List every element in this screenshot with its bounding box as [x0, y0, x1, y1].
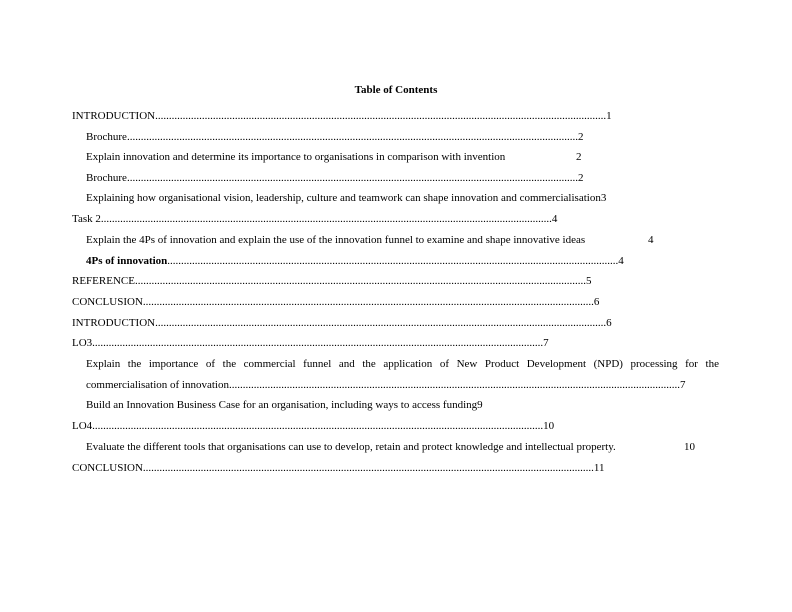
toc-entry-page: 1 [606, 110, 612, 122]
toc-entry-page: 4 [551, 213, 558, 225]
toc-entry[interactable] [86, 130, 584, 144]
toc-leader-dots: .................................................................................................................................................................... [167, 255, 619, 267]
toc-leader-dots: .................................................................................................................................................................... [92, 337, 544, 349]
toc-entry[interactable] [86, 191, 606, 205]
toc-entry-page: 4 [618, 255, 624, 267]
toc-entry[interactable] [86, 150, 505, 164]
toc-entry[interactable] [72, 461, 605, 475]
toc-entry[interactable] [72, 295, 600, 309]
toc-entry-text: LO3 [72, 337, 93, 349]
toc-entry-page: 6 [606, 317, 612, 329]
toc-entry[interactable] [72, 109, 612, 123]
toc-entry-text: CONCLUSION [72, 296, 143, 308]
toc-entry-text: INTRODUCTION [72, 110, 156, 122]
toc-entry-page: 2 [577, 172, 584, 184]
toc-entry-text: Explaining how organisational vision, leadership, culture and teamwork can shape innovation and commercialisation [86, 192, 601, 204]
toc-entry[interactable] [72, 419, 555, 433]
toc-entry-page: 10 [543, 420, 555, 432]
toc-entry-text: Explain innovation and determine its importance to organisations in comparison with invention [86, 151, 506, 163]
toc-entry-page: 10 [684, 441, 695, 453]
toc-entry-text: Build an Innovation Business Case for an organisation, including ways to access funding [86, 399, 478, 411]
toc-entry-text: Brochure [86, 172, 127, 184]
toc-leader-dots: .................................................................................................................................................................... [100, 213, 552, 225]
toc-entry-text: commercialisation of innovation [86, 379, 229, 391]
toc-entry-text: INTRODUCTION [72, 317, 156, 329]
toc-entry-text: REFERENCE [72, 275, 135, 287]
toc-entry-text: 4Ps of innovation [86, 255, 168, 267]
toc-entry[interactable] [86, 233, 585, 247]
toc-leader-dots: .................................................................................................................................................................... [142, 462, 594, 474]
toc-entry-page: 3 [600, 192, 607, 204]
toc-entry-page: 5 [585, 275, 592, 287]
toc-leader-dots: .................................................................................................................................................................... [126, 172, 578, 184]
toc-leader-dots: .................................................................................................................................................................... [142, 296, 594, 308]
toc-entry[interactable] [86, 254, 624, 268]
toc-entry[interactable] [72, 212, 558, 226]
toc-entry[interactable] [72, 274, 592, 288]
toc-entry[interactable] [86, 440, 616, 454]
toc-leader-dots: .................................................................................................................................................................... [155, 317, 607, 329]
toc-entry-page: 2 [576, 151, 582, 163]
toc-entry-page: 6 [593, 296, 600, 308]
toc-title: Table of Contents [354, 84, 438, 96]
toc-entry-page: 9 [477, 399, 483, 411]
toc-entry-text: Explain the importance of the commercial funnel and the application of New Product Development (NPD) processing for the [86, 358, 719, 370]
toc-entry[interactable] [86, 398, 483, 412]
toc-entry-page: 11 [593, 462, 605, 474]
toc-leader-dots: .................................................................................................................................................................... [155, 110, 607, 122]
toc-leader-dots: .................................................................................................................................................................... [126, 131, 578, 143]
toc-entry[interactable] [86, 357, 719, 371]
toc-entry[interactable] [72, 336, 549, 350]
toc-entry-text: Evaluate the different tools that organisations can use to develop, retain and protect knowledge and intellectual property. [86, 441, 616, 453]
toc-entry-page: 4 [648, 234, 654, 246]
toc-entry[interactable] [86, 171, 584, 185]
toc-entry-text: Explain the 4Ps of innovation and explain the use of the innovation funnel to examine and shape innovative ideas [86, 234, 586, 246]
toc-entry-text: Task 2 [72, 213, 101, 225]
toc-entry-page: 7 [679, 379, 686, 391]
toc-leader-dots: .................................................................................................................................................................... [134, 275, 586, 287]
toc-entry[interactable] [72, 316, 612, 330]
toc-entry-text: CONCLUSION [72, 462, 143, 474]
toc-entry-page: 2 [577, 131, 584, 143]
toc-leader-dots: .................................................................................................................................................................... [92, 420, 544, 432]
toc-entry[interactable] [86, 378, 686, 392]
toc-entry-page: 7 [543, 337, 549, 349]
toc-entry-text: Brochure [86, 131, 127, 143]
toc-leader-dots: .................................................................................................................................................................... [228, 379, 680, 391]
toc-entry-text: LO4 [72, 420, 93, 432]
